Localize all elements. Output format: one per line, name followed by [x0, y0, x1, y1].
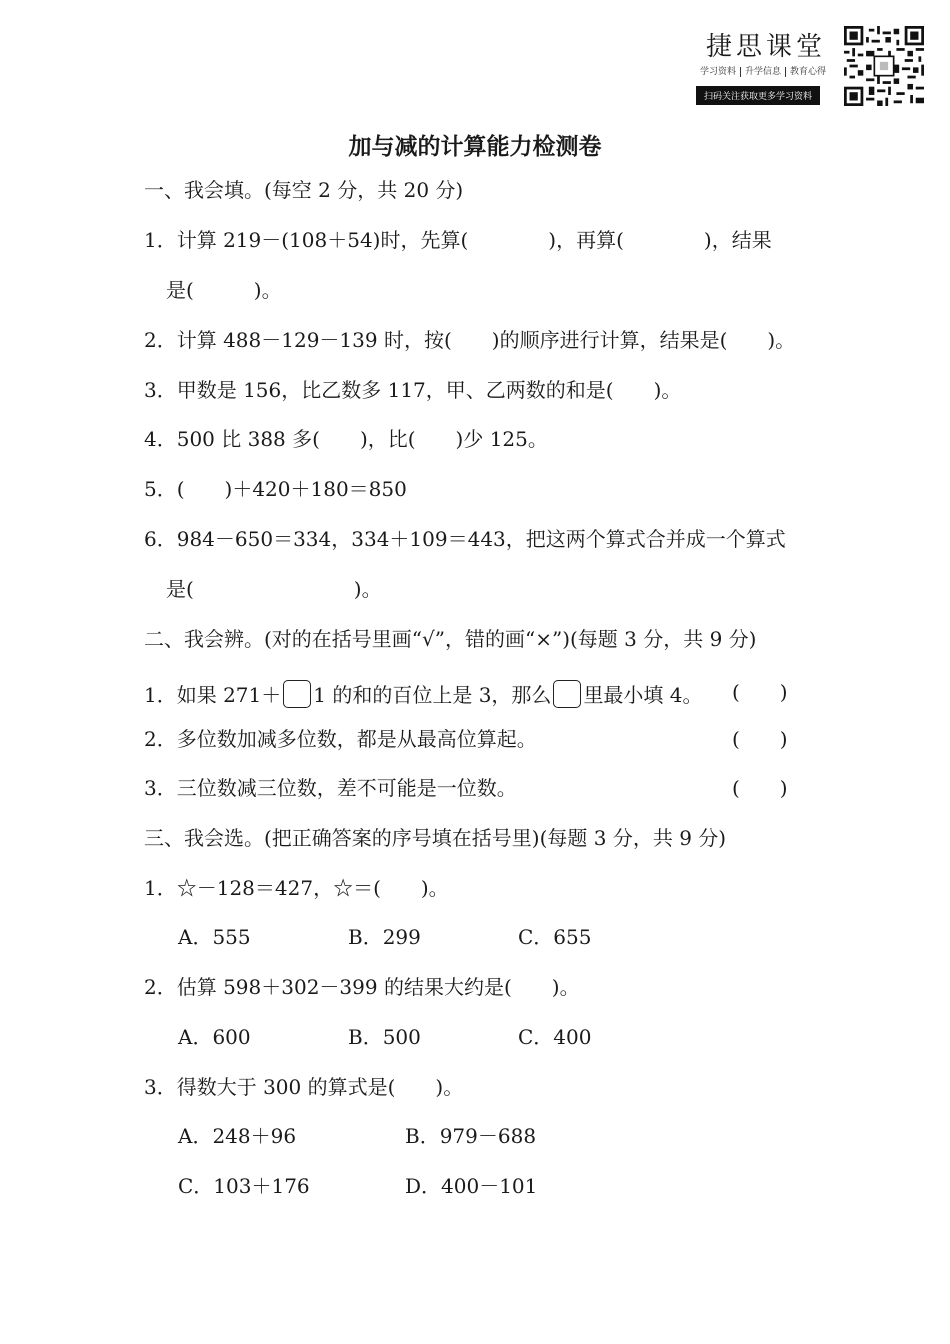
option-a[interactable]: A．248＋96 [178, 1124, 297, 1148]
page-title: 加与减的计算能力检测卷 [348, 134, 602, 160]
choice-question-2: 2．估算 598＋302－399 的结果大约是( )。 [144, 975, 580, 999]
answer-paren[interactable]: ( ) [732, 727, 788, 751]
judge-question-2: 2．多位数加减多位数，都是从最高位算起。 [144, 727, 537, 751]
option-b[interactable]: B．299 [348, 925, 421, 949]
question-6: 6．984－650＝334，334＋109＝443，把这两个算式合并成一个算式 [144, 527, 786, 551]
option-a[interactable]: A．555 [178, 925, 251, 949]
blank-box [553, 680, 581, 708]
question-2: 2．计算 488－129－139 时，按( )的顺序进行计算，结果是( )。 [144, 328, 796, 352]
section-heading: 三、我会选。(把正确答案的序号填在括号里)(每题 3 分，共 9 分) [144, 826, 727, 850]
judge-question-3: 3．三位数减三位数，差不可能是一位数。 [144, 776, 517, 800]
option-a[interactable]: A．600 [178, 1025, 251, 1049]
option-d[interactable]: D．400－101 [405, 1174, 538, 1198]
question-6-cont: 是( )。 [166, 577, 382, 601]
brand-tags [696, 64, 830, 77]
answer-paren[interactable]: ( ) [732, 776, 788, 800]
option-b[interactable]: B．979－688 [405, 1124, 537, 1148]
option-b[interactable]: B．500 [348, 1025, 421, 1049]
choice-question-1: 1．☆－128＝427，☆＝( )。 [144, 876, 449, 900]
choice-question-3: 3．得数大于 300 的算式是( )。 [144, 1075, 464, 1099]
question-1: 1．计算 219－(108＋54)时，先算( )，再算( )，结果 [144, 228, 772, 252]
judge-q1-mid: 1 的和的百位上是 3，那么 [313, 683, 552, 707]
question-1-cont: 是( )。 [166, 278, 282, 302]
option-c[interactable]: C．103＋176 [178, 1174, 310, 1198]
judge-q1-post: 里最小填 4。 [583, 683, 703, 707]
qr-code-icon [844, 26, 924, 106]
option-c[interactable]: C．655 [518, 925, 592, 949]
question-4: 4．500 比 388 多( )，比( )少 125。 [144, 427, 548, 451]
section-heading: 二、我会辨。(对的在括号里画“√”，错的画“×”)(每题 3 分，共 9 分) [144, 627, 757, 651]
blank-box [283, 680, 311, 708]
question-3: 3．甲数是 156，比乙数多 117，甲、乙两数的和是( )。 [144, 378, 682, 402]
brand-tag: 升学信息 [741, 67, 786, 77]
brand-name: 捷思课堂 [706, 32, 827, 62]
section-heading: 一、我会填。(每空 2 分，共 20 分) [144, 178, 464, 202]
brand-slogan: 扫码关注获取更多学习资料 [696, 86, 820, 105]
brand-tag: 学习资料 [696, 67, 741, 77]
question-5: 5．( )＋420＋180＝850 [144, 477, 407, 501]
option-c[interactable]: C．400 [518, 1025, 592, 1049]
brand-tag: 教育心得 [790, 67, 827, 77]
judge-q1-pre: 1．如果 271＋ [144, 683, 282, 707]
judge-question-1 [144, 680, 703, 708]
answer-paren[interactable]: ( ) [732, 680, 788, 704]
